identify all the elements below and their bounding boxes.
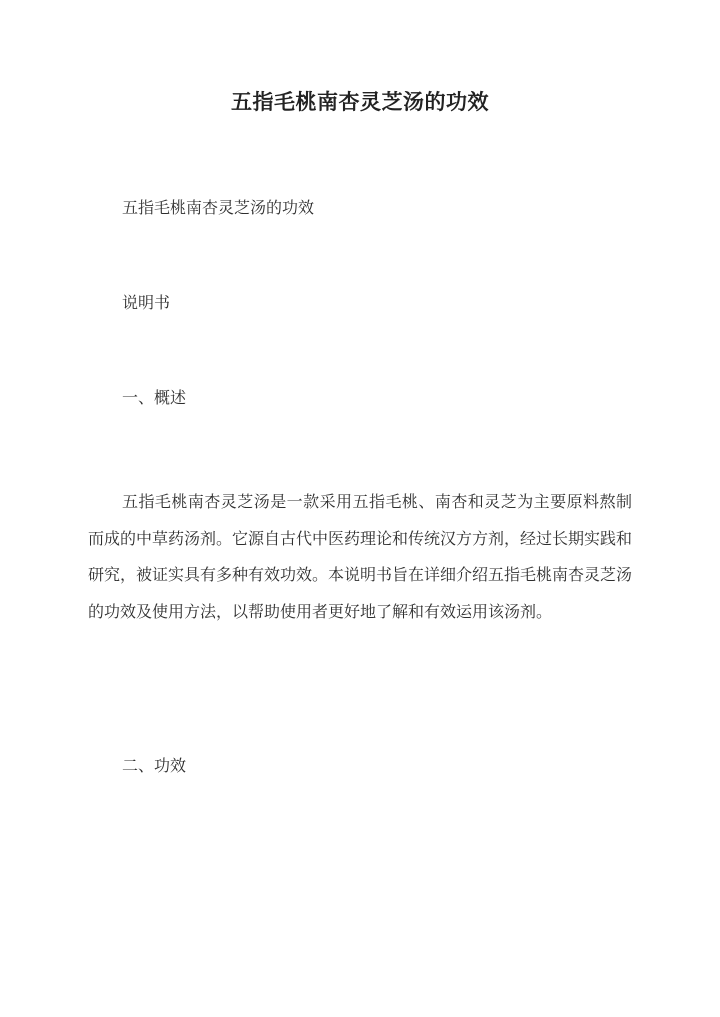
overview-paragraph: 五指毛桃南杏灵芝汤是一款采用五指毛桃、南杏和灵芝为主要原料熬制而成的中草药汤剂。它源自古代中医药理论和传统汉方方剂，经过长期实践和研究，被证实具有多种有效功效。本说明书旨在详细介绍五指毛桃南杏灵芝汤的功效及使用方法，以帮助使用者更好地了解和有效运用该汤剂。 — [88, 492, 633, 621]
document-title: 五指毛桃南杏灵芝汤的功效 — [231, 89, 489, 114]
section-label-manual: 说明书 — [122, 293, 171, 312]
document-subtitle: 五指毛桃南杏灵芝汤的功效 — [122, 198, 315, 217]
heading-overview: 一、概述 — [122, 388, 187, 407]
heading-efficacy: 二、功效 — [122, 756, 187, 775]
